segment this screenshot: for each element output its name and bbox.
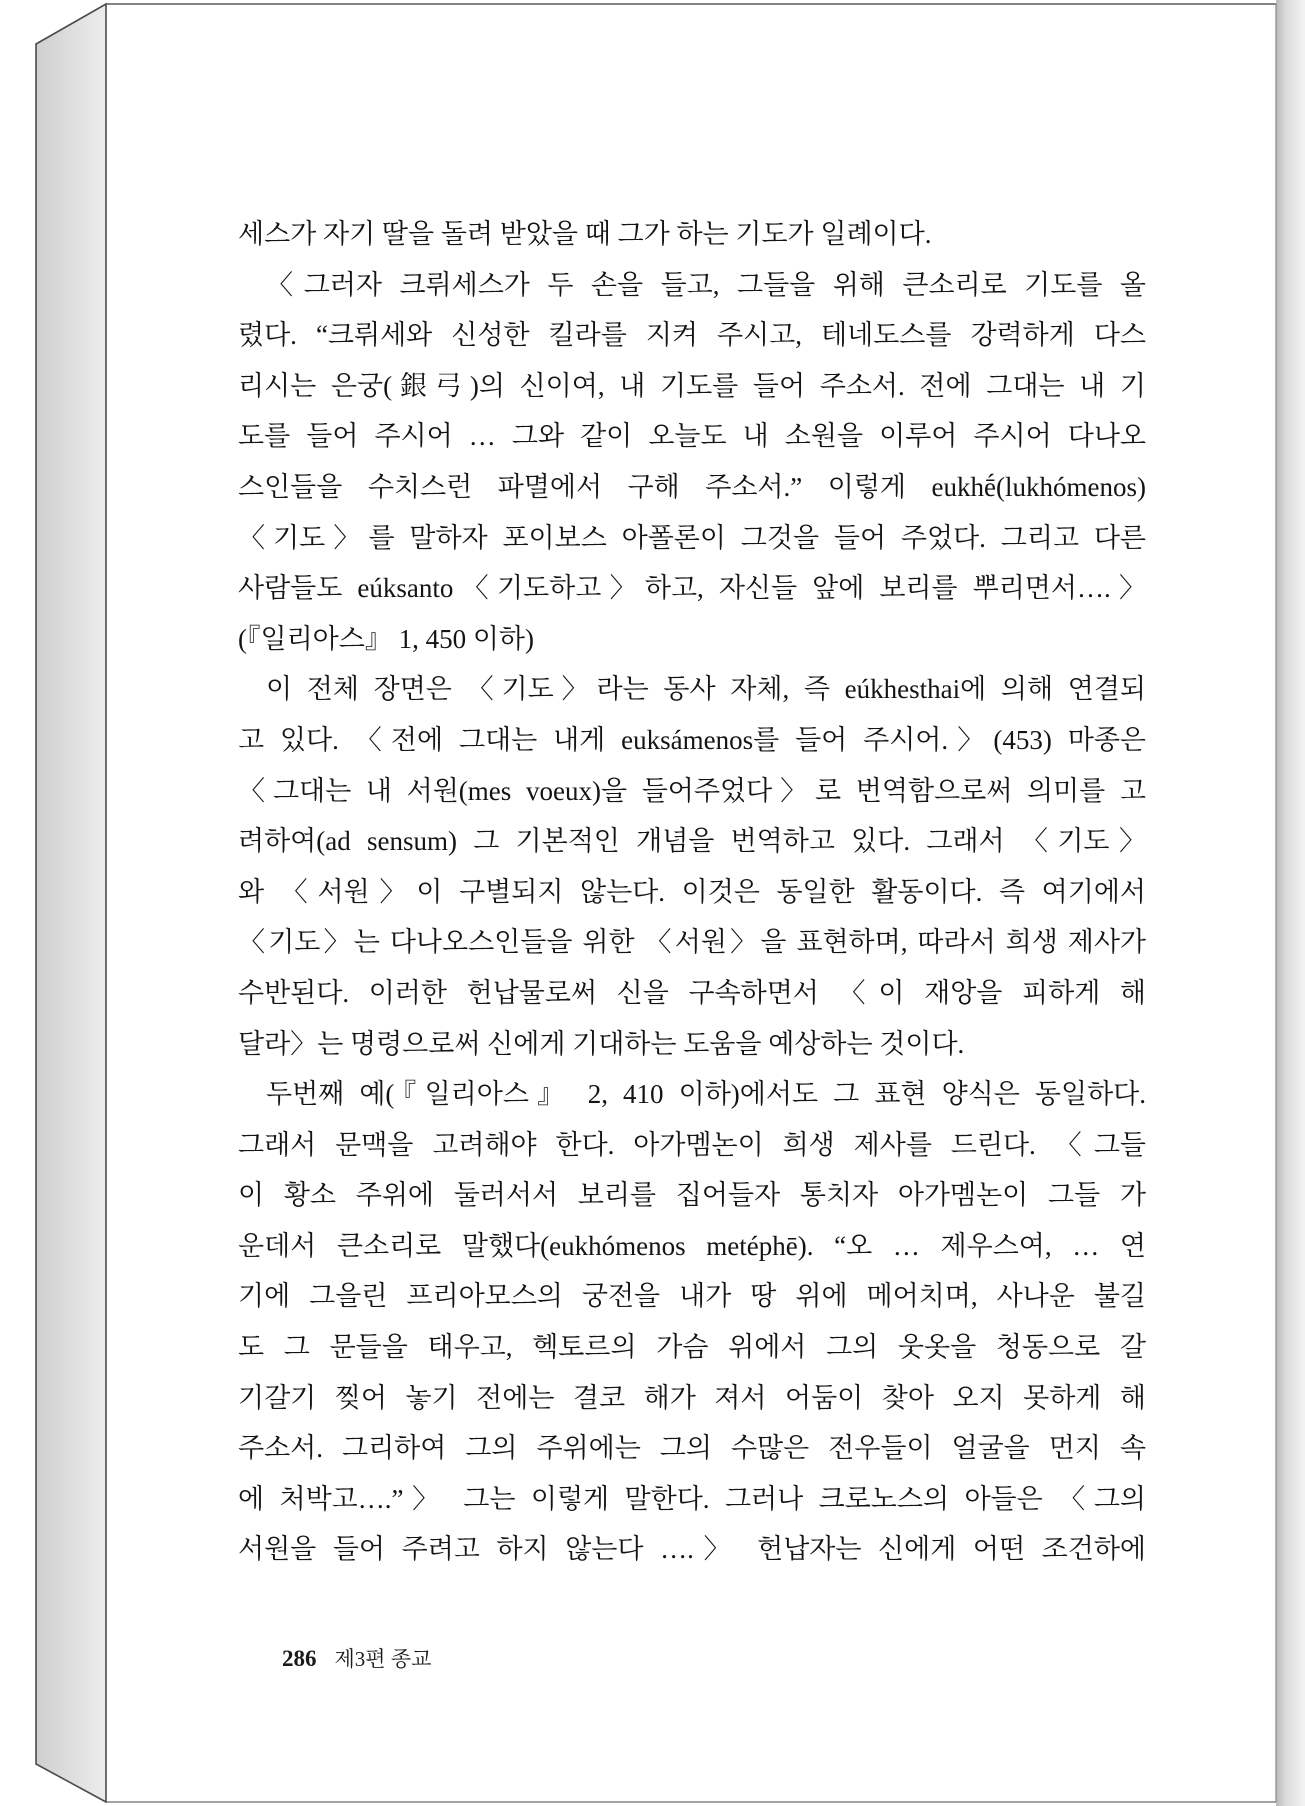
text-line: 도를 들어 주시어 … 그와 같이 오늘도 내 소원을 이루어 주시어 다나오 (238, 421, 1146, 452)
text-line: 〈그러자 크뤼세스가 두 손을 들고, 그들을 위해 큰소리로 기도를 올 (266, 269, 1146, 300)
text-line: 에 처박고….”〉 그는 이렇게 말한다. 그러나 크로노스의 아들은 〈그의 (238, 1483, 1146, 1514)
text-line: (『일리아스』 1, 450 이하) (238, 623, 534, 654)
body-text (238, 209, 1146, 1575)
text-line: 세스가 자기 딸을 돌려 받았을 때 그가 하는 기도가 일례이다. (238, 219, 932, 249)
text-line: 주소서. 그리하여 그의 주위에는 그의 수많은 전우들이 얼굴을 먼지 속 (238, 1433, 1146, 1464)
page-right-shadow (1276, 0, 1305, 1806)
text-line: 그래서 문맥을 고려해야 한다. 아가멤논이 희생 제사를 드린다. 〈그들 (238, 1129, 1146, 1160)
text-line: 와 〈서원〉이 구별되지 않는다. 이것은 동일한 활동이다. 즉 여기에서 (238, 876, 1146, 907)
text-line: 스인들을 수치스런 파멸에서 구해 주소서.” 이렇게 eukhḗ(lukhómenos) (238, 471, 1146, 502)
text-line: 〈기도〉는 다나오스인들을 위한 〈서원〉을 표현하며, 따라서 희생 제사가 (238, 927, 1146, 958)
text-line: 운데서 큰소리로 말했다(eukhómenos metéphē). “오 … 제우스여, … 연 (238, 1230, 1146, 1261)
text-line: 〈그대는 내 서원(mes voeux)을 들어주었다〉로 번역함으로써 의미를 고 (238, 775, 1146, 806)
book-spine (36, 4, 106, 1802)
text-line: 사람들도 eúksanto〈기도하고〉하고, 자신들 앞에 보리를 뿌리면서….〉 (238, 573, 1146, 604)
section-label: 제3편 종교 (334, 1647, 432, 1671)
text-line: 도 그 문들을 태우고, 헥토르의 가슴 위에서 그의 웃옷을 청동으로 갈 (238, 1332, 1146, 1363)
text-line: 기갈기 찢어 놓기 전에는 결코 해가 져서 어둠이 찾아 오지 못하게 해 (238, 1382, 1146, 1413)
text-line: 고 있다. 〈전에 그대는 내게 euksámenos를 들어 주시어.〉(453) 마종은 (238, 724, 1146, 755)
text-line: 달라〉는 명령으로써 신에게 기대하는 도움을 예상하는 것이다. (238, 1028, 965, 1059)
text-line: 려하여(ad sensum) 그 기본적인 개념을 번역하고 있다. 그래서 〈기도〉 (238, 826, 1146, 857)
text-line: 리시는 은궁(銀弓)의 신이여, 내 기도를 들어 주소서. 전에 그대는 내 기 (238, 370, 1146, 401)
page-footer (282, 1644, 431, 1674)
text-line: 이 전체 장면은 〈기도〉라는 동사 자체, 즉 eúkhesthai에 의해 연결되 (266, 674, 1146, 705)
text-line: 두번째 예(『일리아스』 2, 410 이하)에서도 그 표현 양식은 동일하다. (266, 1079, 1146, 1110)
text-line: 서원을 들어 주려고 하지 않는다 ….〉 헌납자는 신에게 어떤 조건하에 (238, 1534, 1146, 1565)
text-line: 수반된다. 이러한 헌납물로써 신을 구속하면서 〈이 재앙을 피하게 해 (238, 977, 1146, 1008)
text-line: 이 황소 주위에 둘러서서 보리를 집어들자 통치자 아가멤논이 그들 가 (238, 1180, 1146, 1211)
page-number: 286 (282, 1646, 317, 1671)
text-line: 렸다. “크뤼세와 신성한 킬라를 지켜 주시고, 테네도스를 강력하게 다스 (238, 320, 1146, 351)
text-line: 〈기도〉를 말하자 포이보스 아폴론이 그것을 들어 주었다. 그리고 다른 (238, 522, 1146, 553)
text-line: 기에 그을린 프리아모스의 궁전을 내가 땅 위에 메어치며, 사나운 불길 (238, 1281, 1146, 1312)
